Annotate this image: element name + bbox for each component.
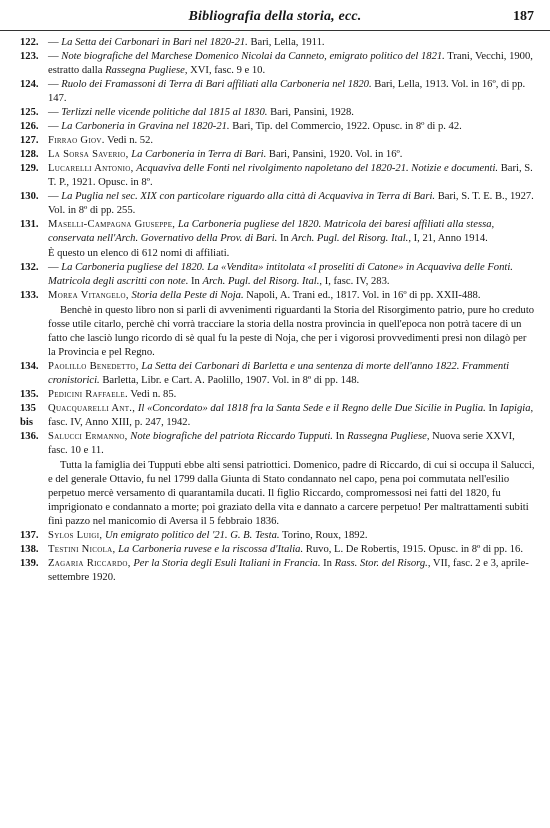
title-text: Il «Concordato» dal 1818 fra la Santa Sede e il Regno delle Due Sicilie in Puglia. (137, 403, 486, 414)
bibliography-entry (20, 529, 535, 543)
entry-number: 124. (20, 79, 39, 90)
author-name: Testini Nicola, (48, 544, 116, 555)
author-name: Lucarelli Antonio, (48, 163, 134, 174)
author-name: Sylos Luigi, (48, 530, 103, 541)
bibliography-entry (20, 134, 535, 148)
author-name: Quacquarelli Ant., (48, 403, 136, 414)
entry-number: 132. (20, 262, 39, 273)
citation-text: Bari, Lella, 1913. Vol. in 16º, di pp. 147. (48, 79, 526, 104)
entry-citation (48, 543, 535, 557)
entry-citation (48, 557, 535, 585)
entry-citation (48, 360, 535, 388)
title-text: Ruolo dei Framassoni di Terra di Bari affiliati alla Carboneria nel 1820. (61, 79, 372, 90)
entry-number: 131. (20, 219, 39, 230)
page-number: 187 (513, 9, 534, 24)
citation-text: — (48, 51, 62, 62)
entry-citation (48, 106, 535, 120)
entry-citation (48, 50, 535, 78)
title-text: La Setta dei Carbonari di Barletta e una sentenza di morte dell'anno 1822. Frammenti cronistorici. (48, 361, 510, 386)
title-text: La Carboneria pugliese del 1820. La «Vendita» intitolata «I proseliti di Catone» in Acquaviva delle Fonti. Matricola degli ascritti con note. (48, 262, 513, 287)
citation-text: — (48, 37, 62, 48)
bibliography-entry (20, 148, 535, 162)
bibliography-entry (20, 218, 535, 261)
title-text: Acquaviva delle Fonti nel rivolgimento napoletano del 1820-21. Notizie e documenti. (136, 163, 499, 174)
author-name: Maselli-Campagna Giuseppe, (48, 219, 176, 230)
citation-text: Bari, Lella, 1911. (247, 37, 325, 48)
citation-text: , fasc. IV, Anno XIII, p. 247, 1942. (48, 403, 534, 428)
entry-citation (48, 148, 535, 162)
bibliography-entry (20, 106, 535, 120)
citation-text: , XVI, fasc. 9 e 10. (184, 65, 266, 76)
title-text: Iapigia (499, 403, 531, 414)
entry-note: Tutta la famiglia dei Tupputi ebbe alti sensi patriottici. Domenico, padre di Riccardo, di cui si occupa il Salucci, e del generale Ottavio, fu nel 1799 dalla Giunta di Stato condannato nel capo, pena poi commutata nell'esilio perpetuo mercè versamento di quarantamila ducati. Il figlio Riccardo, compromessosi nei fatti del 1820, fu imprigionato e condannato a morte; poi graziato della vita e dannato a carcere perpetuo! Per maltrattamenti subiti finì pazzo nel manicomio di Aversa il 5 febbraio 1836. (48, 460, 535, 527)
entry-number: 133. (20, 290, 39, 301)
title-text: Per la Storia degli Esuli Italiani in Francia. (133, 558, 321, 569)
citation-text: — (48, 121, 62, 132)
title-text: Rassegna Pugliese (347, 431, 427, 442)
citation-text: , I, 21, Anno 1914. (408, 233, 488, 244)
citation-text: Bari, Pansini, 1928. (267, 107, 354, 118)
citation-text: Bari, Tip. del Commercio, 1922. Opusc. in 8º di p. 42. (229, 121, 462, 132)
bibliography-entry (20, 190, 535, 218)
title-text: La Setta dei Carbonari in Bari nel 1820-21. (61, 37, 248, 48)
citation-text: Bari, S. T. E. B., 1927. Vol. in 8º di pp. 255. (48, 191, 534, 216)
entry-number: 136. (20, 431, 39, 442)
entry-note: Benchè in questo libro non si parli di avvenimenti riguardanti la Storia del Risorgimento patrio, pure ho creduto fosse utile citarlo, perchè chi vorrà tracciare la storia della nostra provincia in quell'epoca non potrà tacere di un fatto che lasciò lungo ricordo di sè qual fu la peste di Noja, che per i vigorosi provvedimenti presi non dilagò per la Provincia e pel Regno. (48, 305, 535, 358)
citation-text: In (188, 276, 203, 287)
author-name: Morea Vitangelo, (48, 290, 129, 301)
entry-number: 139. (20, 558, 39, 569)
bibliography-entry (20, 78, 535, 106)
citation-text: Trani, Vecchi, 1900, estratto dalla (48, 51, 533, 76)
title-text: Terlizzi nelle vicende politiche dal 1815 al 1830. (61, 107, 268, 118)
entry-citation (48, 134, 535, 148)
citation-text: — (48, 191, 62, 202)
entry-citation (48, 78, 535, 106)
entry-number: 137. (20, 530, 39, 541)
bibliography-entry (20, 50, 535, 78)
entry-citation (48, 289, 535, 360)
title-text: Note biografiche del Marchese Domenico Nicolai da Canneto, emigrato politico del 1821. (61, 51, 445, 62)
citation-text: Barletta, Libr. e Cart. A. Paolillo, 1907. Vol. in 8º di pp. 148. (99, 375, 360, 386)
entry-number: 138. (20, 544, 39, 555)
citation-text: — (48, 262, 62, 273)
author-name: La Sorsa Saverio, (48, 149, 129, 160)
citation-text: Bari, S. T. P., 1921. Opusc. in 8º. (48, 163, 533, 188)
citation-text: , VII, fasc. 2 e 3, aprile-settembre 1920. (48, 558, 529, 583)
citation-text: — (48, 79, 62, 90)
title-text: Note biografiche del patriota Riccardo Tupputi. (130, 431, 333, 442)
citation-text: Vedi n. 52. (104, 135, 154, 146)
entry-citation (48, 190, 535, 218)
entry-number: 135 bis (20, 403, 36, 428)
title-text: Arch. Pugl. del Risorg. Ital. (291, 233, 409, 244)
entry-citation (48, 261, 535, 289)
bibliography-entry (20, 543, 535, 557)
entry-number: 126. (20, 121, 39, 132)
citation-text: , Nuova serie XXVI, fasc. 10 e 11. (48, 431, 515, 456)
author-name: Pedicini Raffaele. (48, 389, 128, 400)
citation-text: Vedi n. 85. (127, 389, 177, 400)
title-text: Arch. Pugl. del Risorg. Ital. (202, 276, 320, 287)
entry-number: 135. (20, 389, 39, 400)
title-text: Un emigrato politico del '21. G. B. Testa. (104, 530, 280, 541)
running-title: Bibliografia della storia, ecc. (188, 9, 362, 24)
entry-citation (48, 430, 535, 529)
entry-number: 127. (20, 135, 39, 146)
title-text: La Carboneria in Terra di Bari. (131, 149, 267, 160)
bibliography-entry (20, 289, 535, 360)
citation-text: Torino, Roux, 1892. (279, 530, 368, 541)
title-text: La Carboneria ruvese e la riscossa d'Italia. (118, 544, 304, 555)
title-text: La Puglia nel sec. XIX con particolare riguardo alla città di Acquaviva in Terra di Bari. (61, 191, 436, 202)
entry-number: 129. (20, 163, 39, 174)
bibliography-entry (20, 36, 535, 50)
bibliography-entry (20, 360, 535, 388)
bibliography-entry (20, 430, 535, 529)
title-text: La Carboneria pugliese del 1820. Matricola dei baresi affiliati alla stessa, conservata nell'Arch. Governativo della Prov. di Bari. (48, 219, 495, 244)
entry-number: 123. (20, 51, 39, 62)
citation-text: In (485, 403, 500, 414)
title-text: Rass. Stor. del Risorg. (334, 558, 428, 569)
entry-citation (48, 218, 535, 261)
bibliography-entry (20, 261, 535, 289)
title-text: Rassegna Pugliese (105, 65, 185, 76)
citation-text: In (320, 558, 335, 569)
entry-citation (48, 388, 535, 402)
bibliography-entry (20, 557, 535, 585)
entry-citation (48, 529, 535, 543)
entry-citation (48, 402, 535, 430)
citation-text: Napoli, A. Trani ed., 1817. Vol. in 16º di pp. XXII-488. (243, 290, 481, 301)
entry-number: 128. (20, 149, 39, 160)
entry-number: 130. (20, 191, 39, 202)
citation-text: — (48, 107, 62, 118)
entry-citation (48, 162, 535, 190)
citation-text: Ruvo, L. De Robertis, 1915. Opusc. in 8º di pp. 16. (303, 544, 523, 555)
bibliography-entry (20, 402, 535, 430)
author-name: Salucci Ermanno, (48, 431, 128, 442)
bibliography-entry (20, 388, 535, 402)
bibliography-list (20, 36, 535, 585)
citation-text: In (277, 233, 292, 244)
title-text: Storia della Peste di Noja. (131, 290, 244, 301)
author-name: Zagaria Riccardo, (48, 558, 131, 569)
entry-note: È questo un elenco di 612 nomi di affiliati. (48, 248, 230, 259)
entry-citation (48, 36, 535, 50)
author-name: Firrao Giov. (48, 135, 105, 146)
bibliography-entry (20, 120, 535, 134)
citation-text: In (332, 431, 348, 442)
running-head (0, 10, 550, 31)
entry-number: 125. (20, 107, 39, 118)
entry-number: 134. (20, 361, 39, 372)
entry-citation (48, 120, 535, 134)
title-text: La Carboneria in Gravina nel 1820-21. (61, 121, 230, 132)
author-name: Paolillo Benedetto, (48, 361, 139, 372)
citation-text: Bari, Pansini, 1920. Vol. in 16º. (266, 149, 403, 160)
bibliography-entry (20, 162, 535, 190)
entry-number: 122. (20, 37, 39, 48)
citation-text: , I, fasc. IV, 283. (319, 276, 390, 287)
